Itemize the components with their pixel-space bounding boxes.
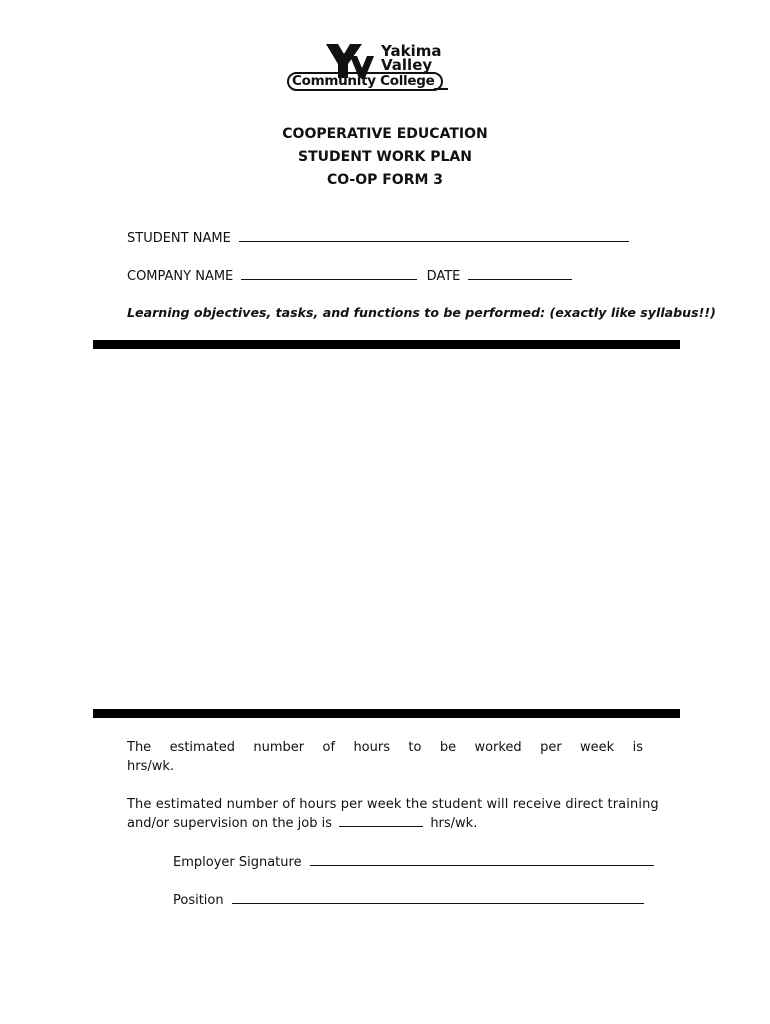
- hours-worked-word: hours: [353, 740, 390, 755]
- logo-word-yakima: Yakima: [381, 42, 442, 60]
- learning-objectives-instructions: Learning objectives, tasks, and functions to be performed: (exactly like syllabus!!): [127, 305, 716, 320]
- hours-worked-word: to: [408, 740, 422, 755]
- training-hours-unit: hrs/wk.: [430, 816, 478, 831]
- hours-worked-unit: hrs/wk.: [127, 759, 175, 774]
- document-title-line2: STUDENT WORK PLAN: [298, 149, 472, 165]
- training-hours-paragraph: [127, 795, 659, 833]
- hours-worked-word: The: [127, 740, 152, 755]
- position-row: [173, 891, 644, 909]
- hours-worked-word: worked: [474, 740, 522, 755]
- company-date-row: [127, 267, 572, 285]
- hours-worked-word: be: [439, 740, 457, 755]
- employer-signature-row: [173, 853, 654, 871]
- logo-word-community-college: Community College: [292, 73, 435, 89]
- date-field[interactable]: [468, 267, 572, 280]
- document-title-line1: COOPERATIVE EDUCATION: [282, 126, 488, 142]
- hours-worked-word: is: [632, 740, 643, 755]
- college-logo: [284, 40, 454, 96]
- training-hours-line1: The estimated number of hours per week the student will receive direct training: [127, 797, 659, 812]
- hours-worked-paragraph: [127, 738, 643, 776]
- hours-worked-word: of: [322, 740, 336, 755]
- student-name-row: [127, 229, 629, 247]
- hours-worked-word: estimated: [169, 740, 236, 755]
- hours-worked-word: per: [540, 740, 562, 755]
- company-name-label: COMPANY NAME: [127, 269, 234, 284]
- section-divider-bottom: [93, 709, 680, 718]
- employer-signature-field[interactable]: [310, 853, 654, 866]
- logo-underline: [434, 88, 448, 90]
- position-label: Position: [173, 893, 224, 908]
- training-hours-line2: [127, 814, 643, 833]
- hours-worked-word: number: [253, 740, 305, 755]
- training-hours-field[interactable]: [339, 814, 423, 827]
- date-label: DATE: [426, 269, 461, 284]
- training-hours-prefix: and/or supervision on the job is: [127, 816, 333, 831]
- employer-signature-label: Employer Signature: [173, 855, 302, 870]
- document-title-line3: CO-OP FORM 3: [326, 172, 444, 188]
- logo-word-valley: Valley: [381, 56, 433, 74]
- student-name-label: STUDENT NAME: [127, 231, 231, 246]
- hours-worked-word: week: [580, 740, 615, 755]
- position-field[interactable]: [232, 891, 644, 904]
- section-divider-top: [93, 340, 680, 349]
- student-name-field[interactable]: [239, 229, 629, 242]
- learning-objectives-area[interactable]: [93, 349, 680, 709]
- hours-worked-line: [127, 738, 643, 757]
- company-name-field[interactable]: [241, 267, 417, 280]
